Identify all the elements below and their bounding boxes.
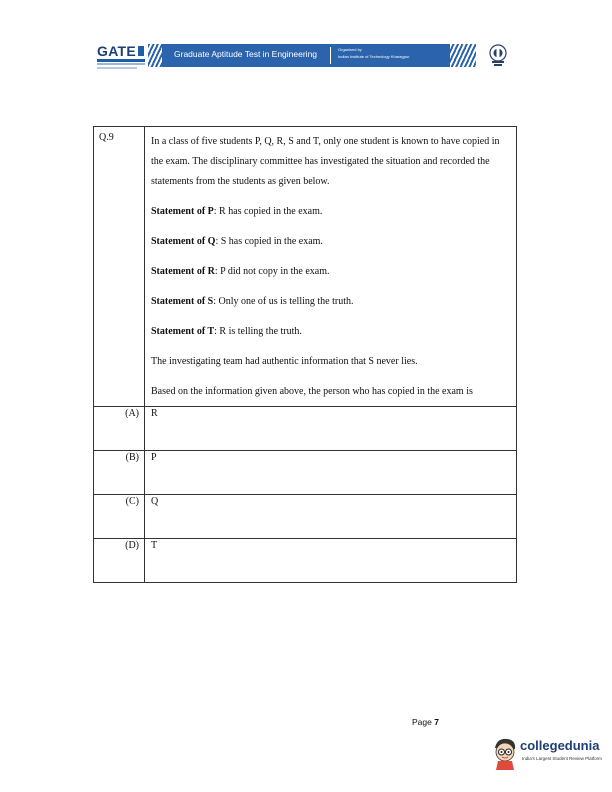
statement-t: Statement of T: R is telling the truth. xyxy=(151,326,302,337)
option-value: P xyxy=(145,451,517,495)
question-info: The investigating team had authentic information that S never lies. xyxy=(151,356,418,367)
question-intro: In a class of five students P, Q, R, S and T, only one student is known to have copied in the exam. The disciplinary committee has investigated the situation and recorded the statements from the students as given below. xyxy=(151,136,500,187)
header-banner xyxy=(148,44,476,67)
question-row xyxy=(94,127,517,407)
question-body xyxy=(145,127,517,407)
gate-logo-text: GATE xyxy=(97,43,137,59)
option-row-c xyxy=(94,495,517,539)
option-label: (C) xyxy=(94,495,145,539)
option-label: (D) xyxy=(94,539,145,583)
question-table xyxy=(93,126,517,583)
option-value: T xyxy=(145,539,517,583)
option-row-b xyxy=(94,451,517,495)
option-value: Q xyxy=(145,495,517,539)
gate-logo xyxy=(97,44,147,70)
question-number: Q.9 xyxy=(94,127,145,407)
banner-title: Graduate Aptitude Test in Engineering xyxy=(174,49,318,59)
mascot-icon xyxy=(491,736,519,772)
page-number-value: 7 xyxy=(434,717,439,727)
statement-p: Statement of P: R has copied in the exam. xyxy=(151,206,323,217)
option-row-a xyxy=(94,407,517,451)
iit-emblem-icon xyxy=(489,44,507,68)
organized-by-label: Organised by xyxy=(338,47,362,52)
statement-r: Statement of R: P did not copy in the exam. xyxy=(151,266,330,277)
page-number xyxy=(412,717,439,727)
collegedunia-logo xyxy=(491,734,603,774)
option-label: (A) xyxy=(94,407,145,451)
collegedunia-tagline: India's Largest Student Review Platform xyxy=(522,756,602,761)
option-value: R xyxy=(145,407,517,451)
statement-q: Statement of Q: S has copied in the exam. xyxy=(151,236,323,247)
statement-s: Statement of S: Only one of us is telling the truth. xyxy=(151,296,354,307)
option-label: (B) xyxy=(94,451,145,495)
page-label: Page xyxy=(412,717,432,727)
organizer-name: Indian Institute of Technology Kharagpur xyxy=(338,54,410,59)
collegedunia-brand: collegedunia xyxy=(520,738,600,753)
question-prompt: Based on the information given above, the person who has copied in the exam is xyxy=(151,386,473,397)
option-row-d xyxy=(94,539,517,583)
